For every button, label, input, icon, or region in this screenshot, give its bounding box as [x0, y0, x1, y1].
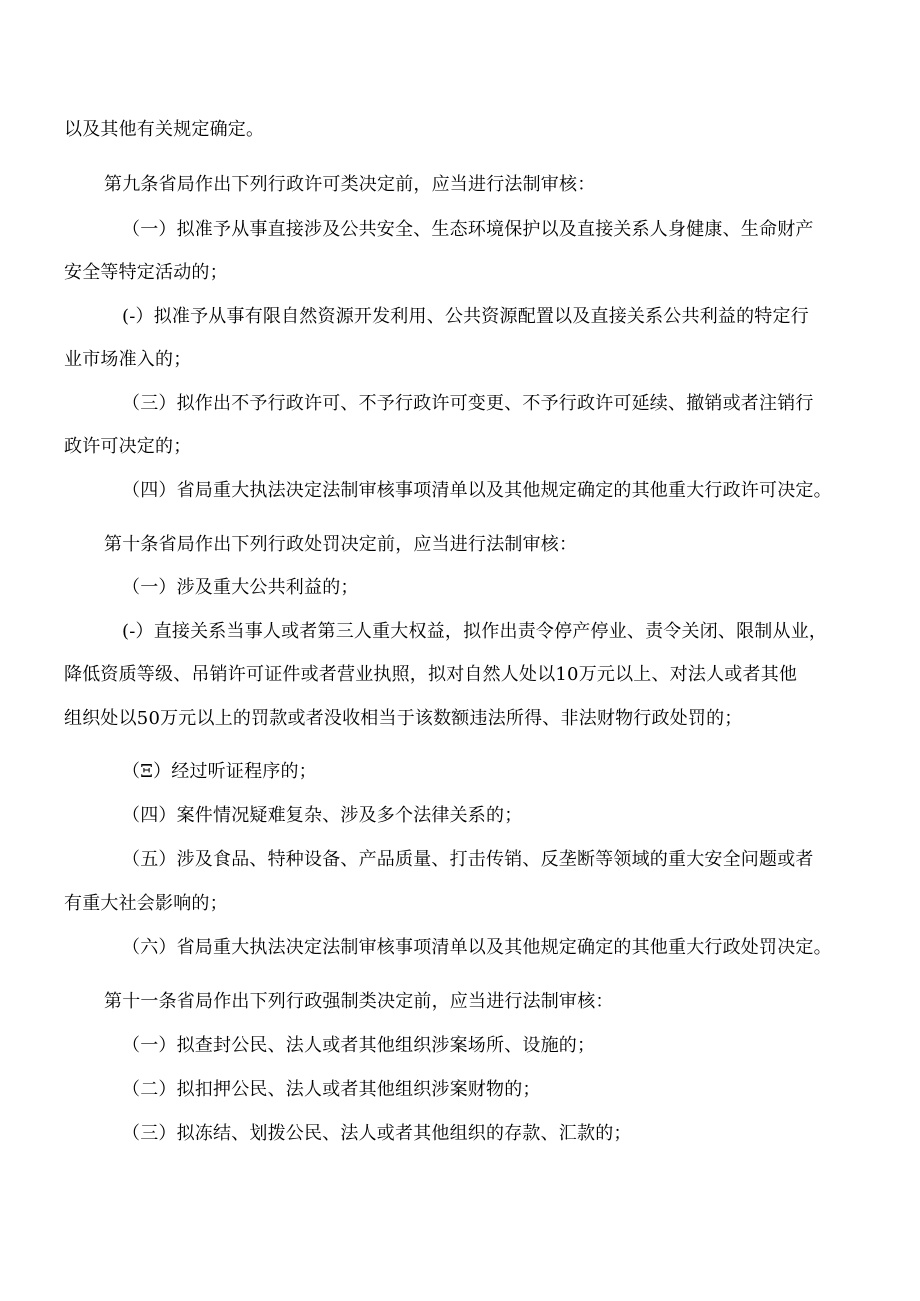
- clause-line: （一）拟准予从事直接涉及公共安全、生态环境保护以及直接关系人身健康、生命财产: [122, 219, 814, 240]
- clause-line: （一）涉及重大公共利益的；: [122, 577, 359, 598]
- article-10-heading: 第十条省局作出下列行政处罚决定前，应当进行法制审核：: [104, 534, 578, 555]
- clause-line: （三）拟作出不予行政许可、不予行政许可变更、不予行政许可延续、撤销或者注销行: [122, 393, 814, 414]
- clause-line: （二）拟扣押公民、法人或者其他组织涉案财物的；: [122, 1079, 541, 1100]
- clause-line: （四）省局重大执法决定法制审核事项清单以及其他规定确定的其他重大行政许可决定。: [122, 480, 832, 501]
- clause-line: (-）拟准予从事有限自然资源开发利用、公共资源配置以及直接关系公共利益的特定行: [122, 306, 809, 327]
- clause-continuation: 降低资质等级、吊销许可证件或者营业执照，拟对自然人处以10万元以上、对法人或者其他: [64, 664, 798, 685]
- clause-line: （四）案件情况疑难复杂、涉及多个法律关系的；: [122, 805, 523, 826]
- clause-line: （一）拟查封公民、法人或者其他组织涉案场所、设施的；: [122, 1035, 596, 1056]
- clause-continuation: 组织处以50万元以上的罚款或者没收相当于该数额违法所得、非法财物行政处罚的；: [64, 708, 743, 729]
- clause-line: （Ξ）经过听证程序的；: [122, 761, 317, 782]
- clause-line: （三）拟冻结、划拨公民、法人或者其他组织的存款、汇款的；: [122, 1123, 632, 1144]
- clause-continuation: 安全等特定活动的；: [64, 262, 228, 283]
- text-line: 以及其他有关规定确定。: [64, 119, 265, 140]
- clause-continuation: 业市场准入的；: [64, 349, 192, 370]
- clause-continuation: 政许可决定的；: [64, 436, 192, 457]
- clause-continuation: 有重大社会影响的；: [64, 893, 228, 914]
- clause-line: （六）省局重大执法决定法制审核事项清单以及其他规定确定的其他重大行政处罚决定。: [122, 937, 832, 958]
- article-9-heading: 第九条省局作出下列行政许可类决定前，应当进行法制审核：: [104, 174, 596, 195]
- clause-line: （五）涉及食品、特种设备、产品质量、打击传销、反垄断等领域的重大安全问题或者: [122, 849, 814, 870]
- clause-line: (-）直接关系当事人或者第三人重大权益，拟作出责令停产停业、责令关闭、限制从业，: [122, 621, 828, 642]
- article-11-heading: 第十一条省局作出下列行政强制类决定前，应当进行法制审核：: [104, 991, 614, 1012]
